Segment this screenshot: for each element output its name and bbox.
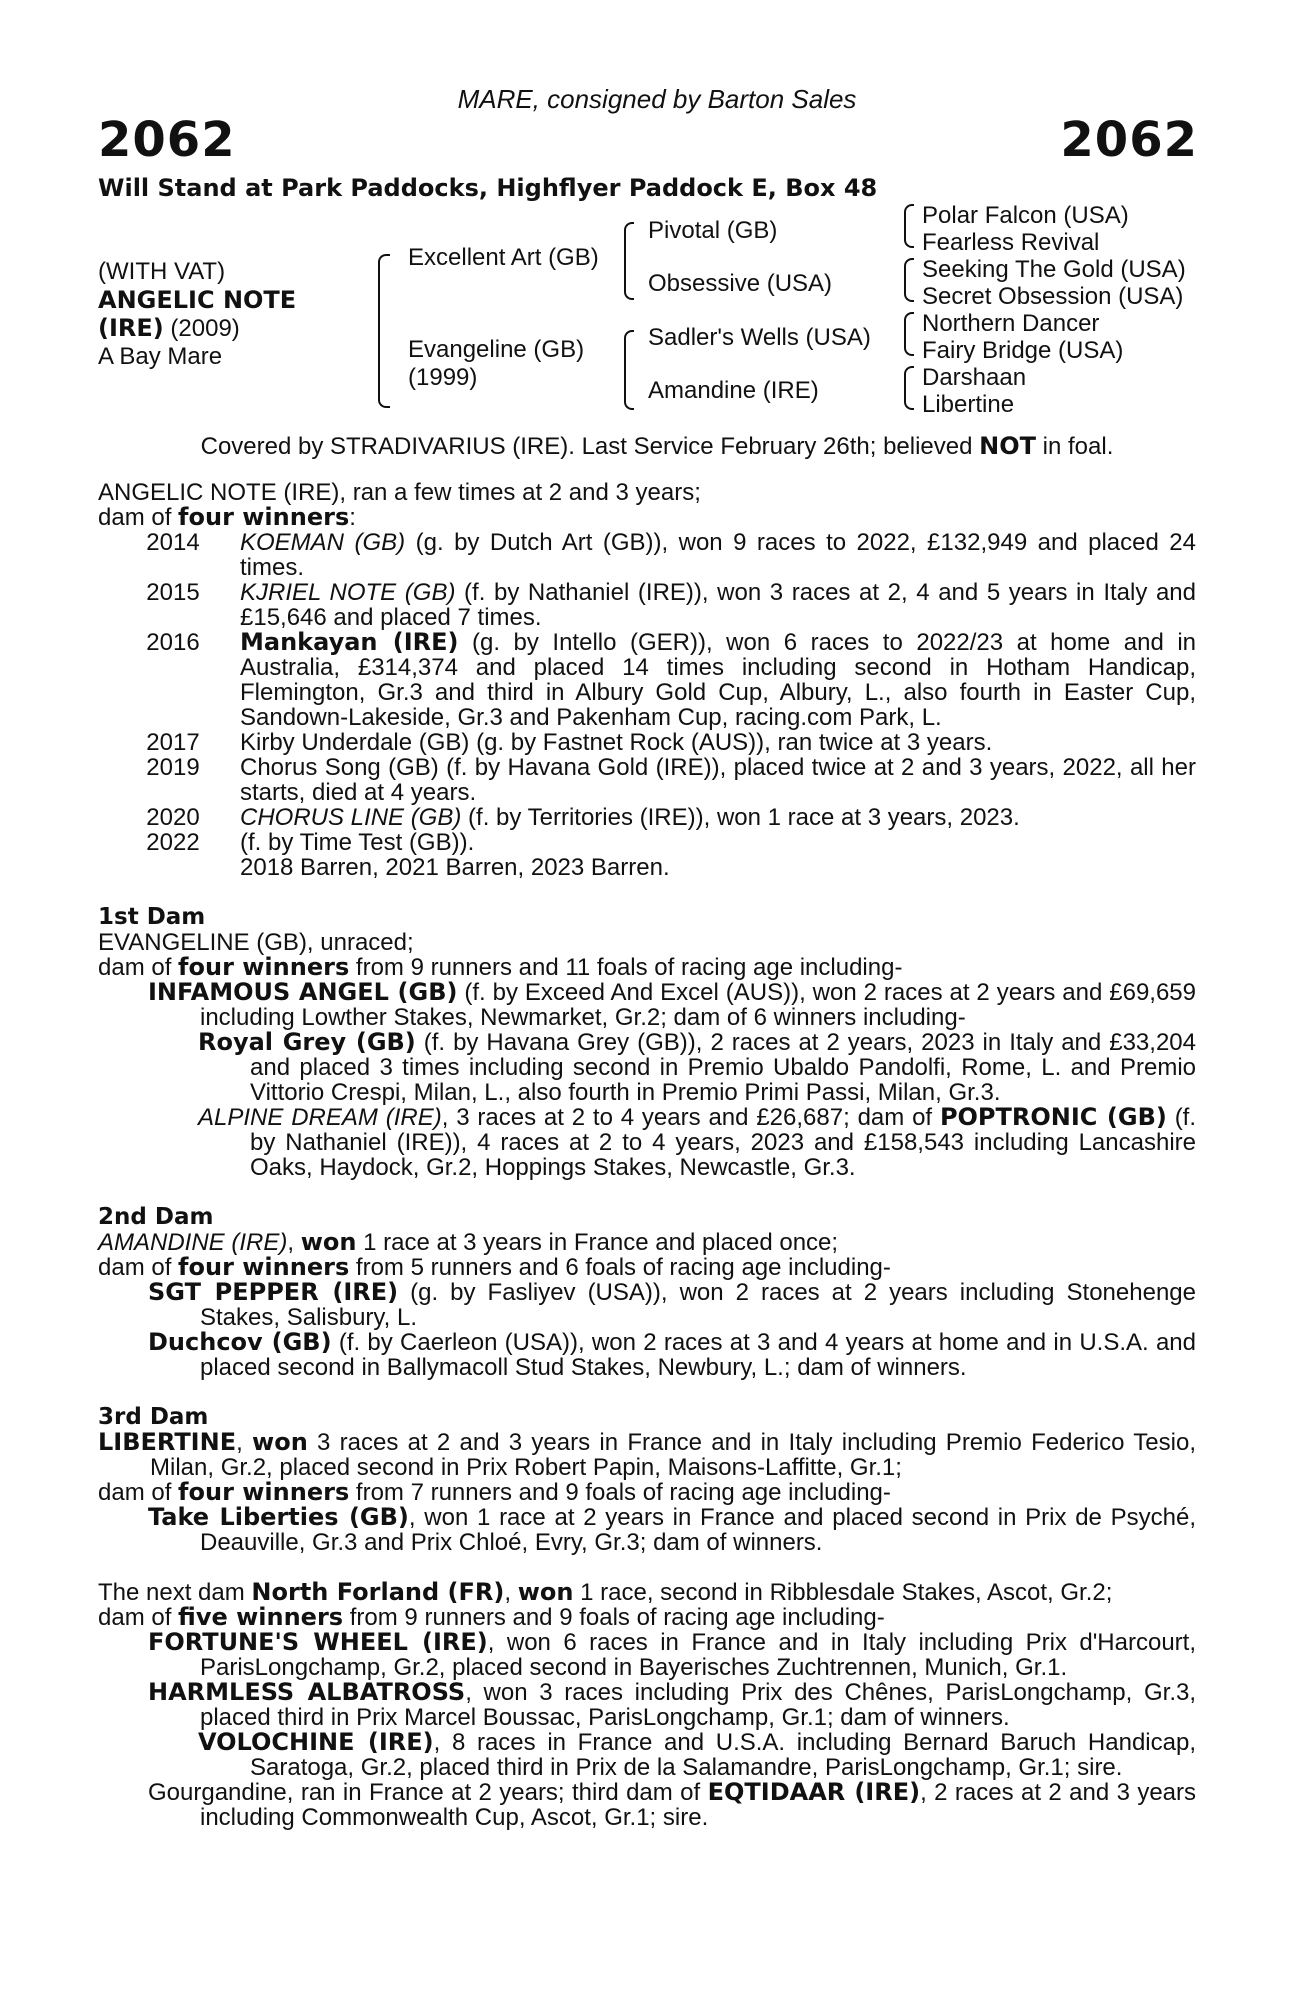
produce-summary-text: dam of [98, 504, 179, 531]
dam4-entry-text: , won 6 races in France and in Italy including Prix d'Harcourt, ParisLongchamp, Gr.2, placed second in Bayerisches Zuchtrennen, Munich, Gr.1. [200, 1629, 1196, 1681]
consignor-line: MARE, consigned by Barton Sales [457, 84, 857, 114]
horse-year: (2009) [163, 315, 240, 342]
dam4-entry-text: Gourgandine, ran in France at 2 years; third dam of [148, 1779, 708, 1806]
pedigree-sire: Excellent Art (GB) [408, 244, 599, 271]
dam2-entry [98, 1330, 1196, 1380]
dam3-winners: four winners [178, 1478, 350, 1506]
dam2-line: AMANDINE (IRE), won 1 race at 3 years in France and placed once; [98, 1228, 839, 1256]
catalogue-body [98, 480, 1196, 1830]
produce-detail [240, 630, 1196, 730]
pedigree-g1: Polar Falcon (USA) [922, 202, 1129, 229]
dam3-line: LIBERTINE, won 3 races at 2 and 3 years in France and in Italy including Premio Federico Tesio, Milan, Gr.2, placed second in Prix Robert Papin, Maisons-Laffitte, Gr.1; [98, 1428, 1196, 1481]
produce-row [98, 855, 1196, 880]
dam1-winners: four winners [178, 953, 350, 981]
produce-row [98, 830, 1196, 855]
produce-detail [240, 805, 1196, 830]
dam2-winners: four winners [178, 1253, 350, 1281]
dam3-summary-text: dam of [98, 1479, 179, 1506]
pedigree-dam-sire: Sadler's Wells (USA) [648, 324, 871, 351]
dam1-summary-text: dam of [98, 954, 179, 981]
dam4-entry-name: HARMLESS ALBATROSS [148, 1678, 466, 1706]
dam3-summary-end: from 7 runners and 9 foals of racing age including- [349, 1479, 891, 1506]
dam1-line: EVANGELINE (GB), unraced; [98, 929, 414, 956]
dam1-summary [98, 955, 1196, 980]
dam4-summary-text: dam of [98, 1604, 179, 1631]
produce-name: KOEMAN (GB) [240, 529, 406, 556]
produce-year [98, 855, 248, 880]
pedigree-g4: Secret Obsession (USA) [922, 283, 1184, 310]
dam2-record: 1 race at 3 years in France and placed once; [356, 1229, 839, 1256]
dam4-won: won [517, 1578, 574, 1606]
dam2-entry [98, 1280, 1196, 1330]
produce-name: Mankayan (IRE) [240, 628, 459, 656]
dam3-entry [98, 1505, 1196, 1555]
dam2-won: won [300, 1228, 357, 1256]
produce-record: Kirby Underdale (GB) (g. by Fastnet Rock (AUS)), ran twice at 3 years. [240, 729, 993, 756]
dam3-summary [98, 1480, 1196, 1505]
horse-country: (IRE) [98, 314, 164, 342]
produce-detail [240, 855, 1196, 880]
pedigree-brace-dam [624, 330, 634, 410]
produce-row [98, 580, 1196, 630]
dam1-entry-text: (f. by Exceed And Excel (AUS)), won 2 races at 2 years and £69,659 including Lowther Stakes, Newmarket, Gr.2; dam of 6 winners including- [200, 979, 1197, 1031]
dam3-entry-name: Take Liberties (GB) [148, 1503, 409, 1531]
dam4-intro: The next dam [98, 1579, 252, 1606]
produce-detail [240, 830, 1196, 855]
section-heading-2nd-dam: 2nd Dam [98, 1204, 214, 1230]
dam3-won: won [252, 1428, 308, 1456]
produce-record: (g. by Intello (GER)), won 6 races to 2022/23 at home and in Australia, £314,374 and placed 14 times including second in Hotham Handicap, Flemington, Gr.3 and third in Albury Gold Cup, Albury, L., also fourth in Easter Cup, Sandown-Lakeside, Gr.3 and Pakenham Cup, racing.com Park, L. [240, 629, 1196, 731]
pedigree-g7: Darshaan [922, 364, 1027, 391]
produce-year: 2014 [146, 529, 200, 556]
produce-winners-count: four winners [178, 503, 350, 531]
produce-detail [240, 530, 1196, 580]
pedigree-brace-g2 [904, 258, 914, 302]
produce-name: CHORUS LINE (GB) [240, 804, 462, 831]
dam1-entry-offspring: POPTRONIC (GB) [939, 1103, 1167, 1131]
dam4-winners: five winners [178, 1603, 344, 1631]
produce-row [98, 730, 1196, 755]
produce-summary-end: : [349, 504, 356, 531]
pedigree-sire-dam: Obsessive (USA) [648, 270, 833, 297]
pedigree-g6: Fairy Bridge (USA) [922, 337, 1124, 364]
dam4-entry-name: FORTUNE'S WHEEL (IRE) [148, 1628, 488, 1656]
dam2-summary [98, 1255, 1196, 1280]
produce-row [98, 755, 1196, 805]
produce-row [98, 630, 1196, 730]
dam4-summary [98, 1605, 1196, 1630]
produce-row [98, 805, 1196, 830]
dam1-entry-name: ALPINE DREAM (IRE) [198, 1104, 442, 1131]
dam1-entry-text: , 3 races at 2 to 4 years and £26,687; dam of [441, 1104, 940, 1131]
dam4-entry-name: VOLOCHINE (IRE) [198, 1728, 434, 1756]
pedigree-dam-dam: Amandine (IRE) [648, 377, 819, 404]
dam2-summary-text: dam of [98, 1254, 179, 1281]
horse-identity [98, 258, 296, 371]
dam2-summary-end: from 5 runners and 6 foals of racing age including- [349, 1254, 891, 1281]
horse-description: A Bay Mare [98, 343, 223, 370]
produce-list [98, 530, 1196, 880]
horse-origin-year [98, 314, 296, 343]
dam4-entry-text: , 8 races in France and U.S.A. including Bernard Baruch Handicap, Saratoga, Gr.2, placed third in Prix de la Salamandre, ParisLongchamp, Gr.1; sire. [250, 1729, 1196, 1781]
covering-note [0, 432, 1314, 461]
pedigree-sire-sire: Pivotal (GB) [648, 217, 778, 244]
pedigree-brace-g1 [904, 204, 914, 248]
dam2-name: AMANDINE (IRE) [98, 1229, 288, 1256]
covering-status: NOT [979, 432, 1036, 460]
dam4-name: North Forland (FR) [251, 1578, 505, 1606]
produce-record: (f. by Time Test (GB)). [240, 829, 475, 856]
produce-summary [98, 505, 1196, 530]
dam4-entry [98, 1780, 1196, 1830]
produce-intro: ANGELIC NOTE (IRE), ran a few times at 2 and 3 years; [98, 479, 701, 506]
produce-year: 2016 [146, 629, 200, 656]
dam4-entry [98, 1630, 1196, 1680]
dam1-entry-text-end: (f. by Nathaniel (IRE)), 4 races at 2 to 4 years, 2023 and £158,543 including Lancashire Oaks, Haydock, Gr.2, Hoppings Stakes, Newcastle, Gr.3. [250, 1104, 1197, 1181]
produce-record: (f. by Territories (IRE)), won 1 race at 3 years, 2023. [461, 804, 1020, 831]
covering-text: Covered by STRADIVARIUS (IRE). Last Service February 26th; believed [200, 433, 980, 460]
produce-record: 2018 Barren, 2021 Barren, 2023 Barren. [240, 854, 670, 881]
dam1-entry [98, 1105, 1196, 1180]
lot-number-right: 2062 [1060, 112, 1198, 168]
pedigree-brace-g3 [904, 312, 914, 356]
pedigree-g5: Northern Dancer [922, 310, 1100, 337]
produce-year: 2022 [146, 829, 200, 856]
pedigree-dam: Evangeline (GB) [408, 336, 585, 363]
dam3-record: 3 races at 2 and 3 years in France and in Italy including Premio Federico Tesio, Milan, Gr.2, placed second in Prix Robert Papin, Maisons-Laffitte, Gr.1; [150, 1429, 1196, 1481]
stand-location: Will Stand at Park Paddocks, Highflyer Paddock E, Box 48 [98, 174, 878, 202]
section-heading-1st-dam: 1st Dam [98, 904, 206, 930]
produce-record: Chorus Song (GB) (f. by Havana Gold (IRE)), placed twice at 2 and 3 years, 2022, all her starts, died at 4 years. [240, 754, 1196, 806]
dam4-entry-text-end: , 2 races at 2 and 3 years including Commonwealth Cup, Ascot, Gr.1; sire. [200, 1779, 1197, 1831]
horse-name: ANGELIC NOTE [98, 286, 297, 314]
section-heading-3rd-dam: 3rd Dam [98, 1404, 209, 1430]
dam4-line: The next dam North Forland (FR), won 1 race, second in Ribblesdale Stakes, Ascot, Gr.2; [98, 1578, 1113, 1606]
covering-text-end: in foal. [1036, 433, 1114, 460]
pedigree-g8: Libertine [922, 391, 1015, 418]
dam2-entry-text: (f. by Caerleon (USA)), won 2 races at 3 and 4 years at home and in U.S.A. and placed second in Ballymacoll Stud Stakes, Newbury, L.; dam of winners. [200, 1329, 1196, 1381]
dam2-entry-name: Duchcov (GB) [148, 1328, 332, 1356]
dam2-entry-text: (g. by Fasliyev (USA)), won 2 races at 2 years including Stonehenge Stakes, Salisbury, L. [200, 1279, 1196, 1331]
pedigree-brace-sire [624, 222, 634, 300]
dam1-entry [98, 980, 1196, 1030]
pedigree-brace-g4 [904, 366, 914, 410]
produce-name: KJRIEL NOTE (GB) [240, 579, 456, 606]
dam1-summary-end: from 9 runners and 11 foals of racing age including- [349, 954, 903, 981]
produce-year: 2019 [146, 754, 200, 781]
dam4-summary-end: from 9 runners and 9 foals of racing age including- [343, 1604, 885, 1631]
lot-number-left: 2062 [98, 112, 236, 168]
dam4-entry [98, 1680, 1196, 1730]
dam1-entry-name: INFAMOUS ANGEL (GB) [148, 978, 458, 1006]
dam1-entry-name: Royal Grey (GB) [198, 1028, 416, 1056]
dam4-entry [98, 1730, 1196, 1780]
pedigree-g2: Fearless Revival [922, 229, 1100, 256]
produce-record: (g. by Dutch Art (GB)), won 9 races to 2022, £132,949 and placed 24 times. [240, 529, 1197, 581]
dam1-entry-text: (f. by Havana Grey (GB)), 2 races at 2 years, 2023 in Italy and £33,204 and placed 3 times including second in Premio Ubaldo Pandolfi, Rome, L. and Premio Vittorio Crespi, Milan, L., also fourth in Premio Primi Passi, Milan, Gr.3. [250, 1029, 1196, 1106]
produce-record: (f. by Nathaniel (IRE)), won 3 races at 2, 4 and 5 years in Italy and £15,646 and placed 7 times. [240, 579, 1196, 631]
pedigree-dam-year: (1999) [408, 364, 478, 391]
produce-detail [240, 730, 1196, 755]
dam4-record: 1 race, second in Ribblesdale Stakes, Ascot, Gr.2; [573, 1579, 1113, 1606]
dam2-entry-name: SGT PEPPER (IRE) [148, 1278, 399, 1306]
dam3-entry-text: , won 1 race at 2 years in France and placed second in Prix de Psyché, Deauville, Gr.3 and Prix Chloé, Evry, Gr.3; dam of winners. [200, 1504, 1196, 1556]
produce-year: 2015 [146, 579, 200, 606]
produce-detail [240, 580, 1196, 630]
dam1-entry [98, 1030, 1196, 1105]
dam4-entry-descendant: EQTIDAAR (IRE) [707, 1778, 921, 1806]
produce-row [98, 530, 1196, 580]
dam3-name: LIBERTINE [98, 1428, 237, 1456]
produce-year: 2017 [146, 729, 200, 756]
vat-note: (WITH VAT) [98, 258, 226, 285]
produce-detail [240, 755, 1196, 805]
dam4-entry-text: , won 3 races including Prix des Chênes, ParisLongchamp, Gr.3, placed third in Prix Marcel Boussac, ParisLongchamp, Gr.1; dam of winners. [200, 1679, 1197, 1731]
pedigree-brace-main [378, 254, 390, 408]
pedigree-g3: Seeking The Gold (USA) [922, 256, 1186, 283]
produce-year: 2020 [146, 804, 200, 831]
